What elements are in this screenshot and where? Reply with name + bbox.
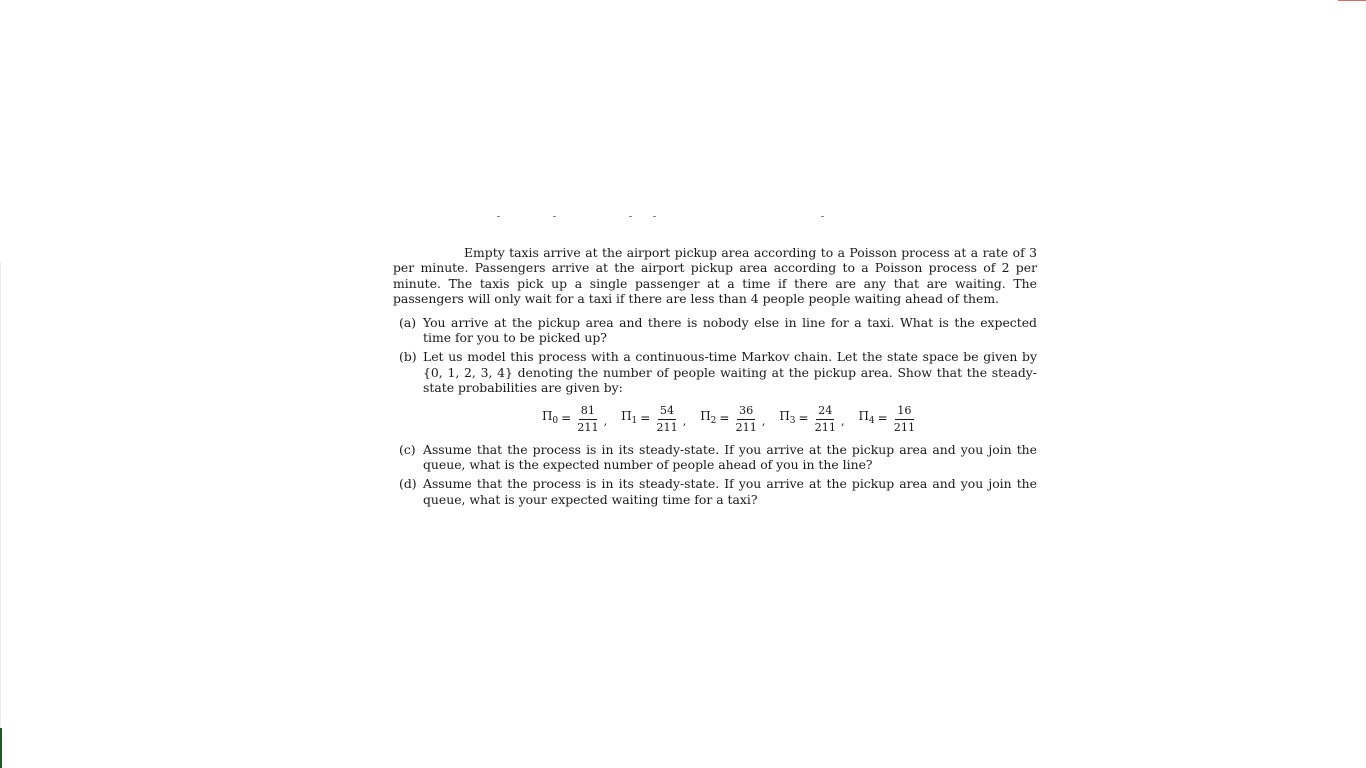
equals-sign: =: [877, 411, 888, 426]
part-text: You arrive at the pickup area and there is nobody else in line for a taxi. What is the expected time for you to be picked up?: [423, 314, 1037, 346]
part-a: [393, 315, 1037, 346]
fraction: [733, 405, 758, 434]
scan-artifacts: [0, 212, 1366, 222]
part-label: (a): [399, 314, 417, 330]
separator: ,: [840, 415, 845, 429]
equation-term: [621, 405, 700, 434]
equals-sign: =: [640, 411, 651, 426]
equation-term: [858, 405, 918, 434]
equals-sign: =: [798, 411, 809, 426]
denominator: 211: [577, 420, 599, 434]
denominator: 211: [656, 420, 678, 434]
pi-symbol: $\Pi_2$: [700, 408, 717, 426]
steady-state-equation: [423, 405, 1037, 434]
part-text: Assume that the process is in its steady-state. If you arrive at the pickup area and you join the queue, what is your expected waiting time for a taxi?: [423, 476, 1037, 507]
part-d: [393, 476, 1037, 507]
part-c: [393, 442, 1037, 473]
separator: ,: [682, 415, 687, 429]
denominator: 211: [893, 420, 916, 434]
separator: ,: [603, 415, 608, 429]
part-label: (d): [399, 476, 417, 492]
pi-symbol: $\Pi_0$: [541, 408, 559, 426]
fraction: [654, 405, 679, 434]
numerator: 24: [816, 405, 834, 420]
equation-term: [700, 405, 779, 434]
problem-statement: [393, 245, 1037, 511]
numerator: 16: [895, 405, 913, 420]
equals-sign: =: [719, 411, 730, 426]
denominator: 211: [814, 420, 836, 434]
equation-term: [542, 405, 621, 434]
part-label: (b): [399, 349, 417, 365]
pi-symbol: $\Pi_4$: [858, 408, 875, 426]
part-text: Assume that the process is in its steady-state. If you arrive at the pickup area and you join the queue, what is the expected number of people ahead of you in the line?: [423, 441, 1037, 473]
question-parts: [393, 315, 1037, 508]
pi-symbol: $\Pi_1$: [621, 408, 638, 426]
denominator: 211: [735, 420, 757, 434]
part-label: (c): [399, 441, 416, 457]
fraction: [892, 405, 917, 434]
fraction: [575, 405, 600, 434]
separator: ,: [761, 415, 766, 429]
page-left-edge: [0, 262, 1, 768]
equals-sign: =: [561, 411, 572, 426]
numerator: 36: [737, 405, 755, 420]
part-b: [393, 349, 1037, 433]
window-top-accent: [1338, 0, 1366, 1]
pi-symbol: $\Pi_3$: [779, 408, 796, 426]
fraction: [813, 405, 838, 434]
numerator: 81: [579, 405, 597, 420]
part-text: Let us model this process with a continuous-time Markov chain. Let the state space be given by {0, 1, 2, 3, 4} denoting the number of people waiting at the pickup area. Show that the steady-state probabilities are given by:: [423, 349, 1037, 396]
intro-paragraph: Empty taxis arrive at the airport pickup area according to a Poisson process at a rate of 3 per minute. Passengers arrive at the airport pickup area according to a Poisson process of 2 per minute. The taxis pick up a single passenger at a time if there are any that are waiting. The passengers will only wait for a taxi if there are less than 4 people people waiting ahead of them.: [393, 245, 1037, 307]
equation-term: [779, 405, 858, 434]
numerator: 54: [658, 405, 676, 420]
window-corner-accent: [0, 728, 2, 768]
